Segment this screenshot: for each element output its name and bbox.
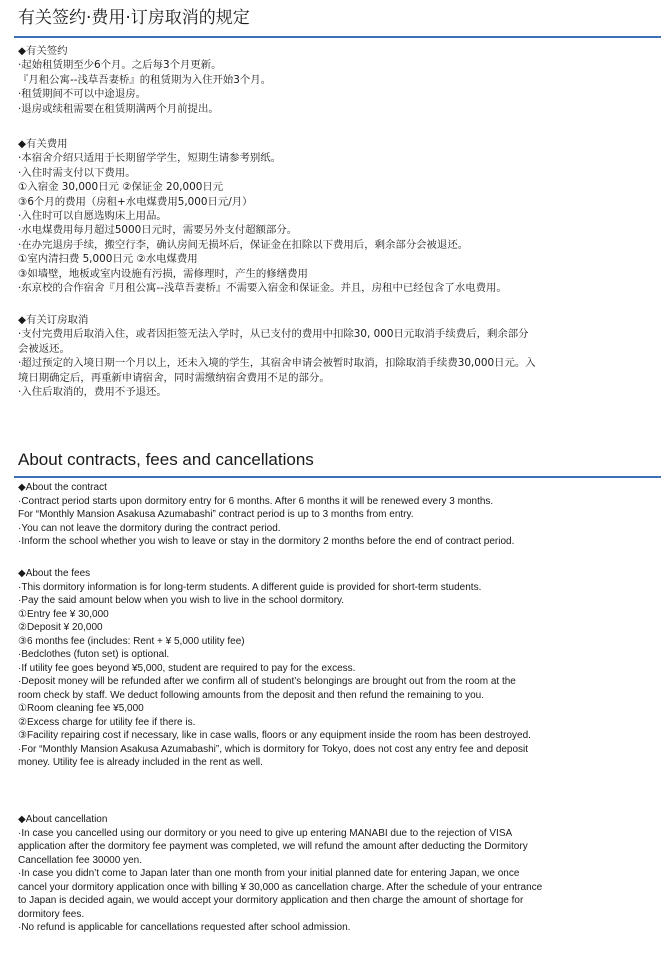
en-fees-line: ①Entry fee ¥ 30,000 <box>18 608 109 620</box>
zh-cancel-line: ·入住后取消的，费用不予退还。 <box>18 386 167 399</box>
zh-fees-line: ·入住时可以自愿选购床上用品。 <box>18 210 167 223</box>
chinese-title: 有关签约·费用·订房取消的规定 <box>18 8 250 28</box>
zh-cancel-line: ·超过预定的入境日期一个月以上，还未入境的学生，其宿舍申请会被暂时取消，扣除取消手续费30,000日元。入 <box>18 357 536 370</box>
en-fees-line: ·If utility fee goes beyond ¥5,000, student are required to pay for the excess. <box>18 662 356 674</box>
en-contract-heading: ◆About the contract <box>18 482 107 493</box>
zh-contract-line: ·退房或续租需要在租赁期满两个月前提出。 <box>18 102 219 115</box>
en-cancel-section <box>18 813 658 935</box>
english-title: About contracts, fees and cancellations <box>18 450 314 469</box>
zh-cancel-heading: ◆有关订房取消 <box>18 314 89 326</box>
en-fees-line: ·Pay the said amount below when you wish to live in the school dormitory. <box>18 595 345 606</box>
en-fees-line: ②Excess charge for utility fee if there is. <box>18 716 196 728</box>
zh-contract-line: ·起始租赁期至少6个月。之后每3个月更新。 <box>18 59 222 72</box>
en-contract-section <box>18 481 658 549</box>
en-fees-line: ·Deposit money will be refunded after we confirm all of student’s belongings are brought out from the room at the <box>18 676 516 687</box>
zh-cancel-section <box>18 313 658 399</box>
en-fees-line: ·This dormitory information is for long-term students. A different guide is provided for short-term students. <box>18 581 482 593</box>
en-contract-line: ·Inform the school whether you wish to leave or stay in the dormitory 2 months before the end of contract period. <box>18 536 515 547</box>
en-fees-heading: ◆About the fees <box>18 568 91 579</box>
en-fees-line: ②Deposit ¥ 20,000 <box>18 622 103 633</box>
en-contract-line: ·You can not leave the dormitory during the contract period. <box>18 522 281 534</box>
zh-fees-line: ③如墙壁，地板或室内设施有污损，需修理时，产生的修缮费用 <box>18 267 308 280</box>
zh-contract-line: ·租赁期间不可以中途退房。 <box>18 88 146 101</box>
en-fees-line: ①Room cleaning fee ¥5,000 <box>18 703 144 714</box>
english-title-rule <box>14 476 661 478</box>
en-cancel-line: dormitory fees. <box>18 908 85 920</box>
en-cancel-line: to Japan is decided again, we would accept your dormitory application and then charge the amount of shortage for <box>18 895 524 906</box>
zh-fees-line: ·水电煤费用每月超过5000日元时，需要另外支付超额部分。 <box>18 224 298 237</box>
en-cancel-line: cancel your dormitory application once with billing ¥ 30,000 as cancellation charge. After the schedule of your entrance <box>18 881 543 893</box>
zh-fees-line: ·在办完退房手续，搬空行李，确认房间无损坏后，保证金在扣除以下费用后，剩余部分会被退还。 <box>18 238 469 251</box>
en-fees-line: room check by staff. We deduct following amounts from the deposit and then refund the remaining to you. <box>18 689 485 701</box>
en-fees-line: ·Bedclothes (futon set) is optional. <box>18 649 170 660</box>
zh-contract-section <box>18 44 658 116</box>
zh-fees-line: ·东京校的合作宿舍『月租公寓--浅草吾妻桥』不需要入宿金和保证金。并且，房租中已经包含了水电费用。 <box>18 282 507 295</box>
en-contract-line: ·Contract period starts upon dormitory entry for 6 months. After 6 months it will be renewed every 3 months. <box>18 495 494 507</box>
en-fees-line: ③Facility repairing cost if necessary, like in case walls, floors or any equipment inside the room has been destroyed. <box>18 730 531 741</box>
en-fees-line: ·For “Monthly Mansion Asakusa Azumabashi”, which is dormitory for Tokyo, does not cost any entry fee and deposit <box>18 743 529 755</box>
en-cancel-line: ·No refund is applicable for cancellations requested after school admission. <box>18 922 351 933</box>
zh-cancel-line: ·支付完费用后取消入住，或者因拒签无法入学时，从已支付的费用中扣除30, 000日元取消手续费后，剩余部分 <box>18 328 529 341</box>
en-cancel-line: Cancellation fee 30000 yen. <box>18 854 142 866</box>
en-fees-line: ③6 months fee (includes: Rent + ¥ 5,000 utility fee) <box>18 635 245 647</box>
zh-contract-heading: ◆有关签约 <box>18 45 68 57</box>
zh-fees-line: ①入宿金 30,000日元 ②保证金 20,000日元 <box>18 181 224 194</box>
zh-fees-line: ①室内清扫费 5,000日元 ②水电煤费用 <box>18 253 198 266</box>
en-cancel-line: application after the dormitory fee payment was completed, we will refund the amount after deducting the Dormitory <box>18 841 528 852</box>
zh-contract-line: 『月租公寓--浅草吾妻桥』的租赁期为入住开始3个月。 <box>18 73 272 86</box>
chinese-title-rule <box>14 36 661 38</box>
zh-cancel-line: 会被返还。 <box>18 342 70 355</box>
en-cancel-line: ·In case you didn’t come to Japan later than one month from your initial planned date for entering Japan, we once <box>18 868 520 879</box>
en-fees-section <box>18 567 658 770</box>
zh-fees-line: ·入住时需支付以下费用。 <box>18 166 136 179</box>
zh-cancel-line: 境日期确定后，再重新申请宿舍，同时需缴纳宿舍费用不足的部分。 <box>18 371 330 384</box>
zh-fees-heading: ◆有关费用 <box>18 138 68 150</box>
en-cancel-line: ·In case you cancelled using our dormitory or you need to give up entering MANABI due to the rejection of VISA <box>18 827 513 839</box>
en-fees-line: money. Utility fee is already included in the rent as well. <box>18 757 263 768</box>
zh-fees-line: ③6个月的费用（房租+水电煤费用5,000日元/月） <box>18 195 253 208</box>
en-cancel-heading: ◆About cancellation <box>18 814 108 825</box>
en-contract-line: For “Monthly Mansion Asakusa Azumabashi” contract period is up to 3 months from entry. <box>18 509 414 520</box>
zh-fees-line: ·本宿舍介绍只适用于长期留学学生，短期生请参考别纸。 <box>18 152 282 165</box>
zh-fees-section <box>18 137 658 295</box>
